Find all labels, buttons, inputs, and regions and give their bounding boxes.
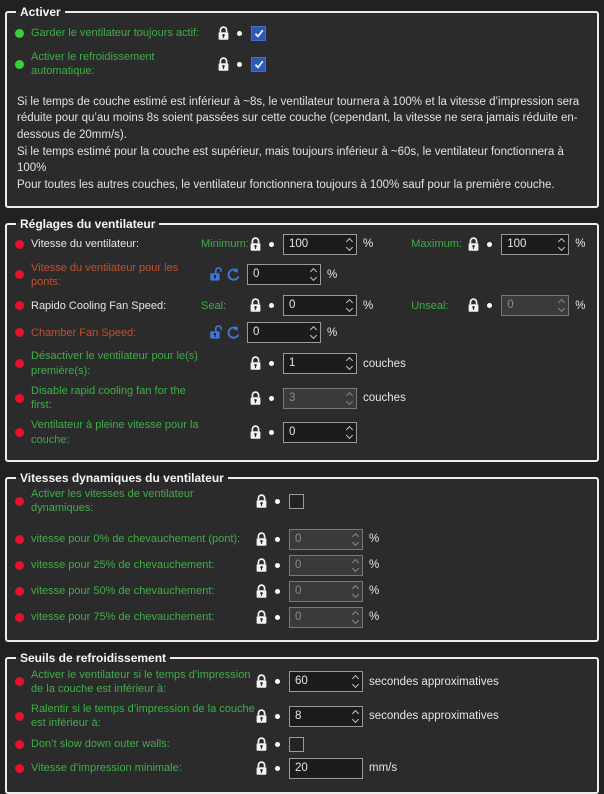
rapido-cooling-fan-speed-control-group	[249, 295, 373, 316]
keep-fan-always-active-checkbox[interactable]	[251, 26, 266, 41]
speed-50-overlap-spinner[interactable]	[289, 581, 363, 602]
disable-fan-first-layers-label: Désactiver le ventilateur pour le(s) première(s):	[31, 350, 198, 377]
speed-50-overlap-spinner-buttons	[348, 582, 362, 601]
green-status-dot-icon	[15, 60, 24, 69]
disable-rapid-cooling-first-spin-down-button[interactable]	[342, 398, 356, 407]
info-text	[17, 94, 587, 194]
speed-0-overlap-spinner[interactable]	[289, 529, 363, 550]
chevron-down-icon	[351, 617, 358, 624]
rapido-cooling-fan-speed-second-sublabel: Unseal:	[411, 299, 449, 312]
speed-25-overlap-spin-down-button[interactable]	[348, 565, 362, 574]
settings-group-seuils	[5, 651, 599, 794]
speed-25-overlap-control-group	[255, 555, 379, 576]
rapido-cooling-fan-speed-row	[15, 295, 589, 316]
chevron-down-icon	[345, 305, 352, 312]
chevron-down-icon	[558, 244, 565, 251]
speed-0-overlap-control-group	[255, 529, 379, 550]
chevron-down-icon	[345, 244, 352, 251]
disable-rapid-cooling-first-spinner-buttons	[342, 389, 356, 408]
full-fan-speed-layer-spin-down-button[interactable]	[342, 433, 356, 442]
fan-speed-value: 100	[289, 237, 309, 250]
fan-speed-second-value: 100	[507, 237, 527, 250]
red-status-dot-icon	[15, 328, 24, 337]
red-status-dot-icon	[15, 677, 24, 686]
info-text-paragraph: Pour toutes les autres couches, le ventilateur fonctionnera toujours à 100% sauf pour la première couche.	[17, 178, 555, 191]
full-fan-speed-layer-value: 0	[289, 426, 296, 439]
lock-icon[interactable]	[255, 494, 268, 509]
speed-75-overlap-spinner-buttons	[348, 608, 362, 627]
slow-down-below-time-unit-label: secondes approximatives	[369, 710, 499, 723]
speed-25-overlap-row	[15, 555, 589, 576]
enable-fan-below-time-unit-label: secondes approximatives	[369, 675, 499, 688]
fan-speed-spinner-buttons	[342, 235, 356, 254]
settings-group-dynamiques	[5, 471, 599, 642]
enable-auto-cooling-label: Activer le refroidissement automatique:	[31, 51, 155, 78]
speed-50-overlap-control-group	[255, 581, 379, 602]
fan-speed-second-spin-down-button[interactable]	[554, 244, 568, 253]
speed-75-overlap-label: vitesse pour 75% de chevauchement:	[31, 610, 215, 623]
rapido-cooling-fan-speed-sublabel: Seal:	[201, 299, 227, 312]
enable-fan-below-time-value: 60	[295, 675, 308, 688]
chamber-fan-speed-control-group	[209, 322, 337, 343]
rapido-cooling-fan-speed-label: Rapido Cooling Fan Speed:	[31, 299, 167, 312]
undo-icon[interactable]	[226, 267, 241, 282]
enable-dynamic-fan-speeds-label: Activer les vitesses de ventilateur dynamiques:	[31, 488, 194, 515]
red-status-dot-icon	[15, 240, 24, 249]
speed-50-overlap-value: 0	[295, 584, 302, 597]
disable-fan-first-layers-row	[15, 349, 589, 378]
disable-rapid-cooling-first-spinner[interactable]	[283, 388, 357, 409]
red-status-dot-icon	[15, 359, 24, 368]
lock-icon[interactable]	[467, 298, 480, 313]
slow-down-below-time-spinner-buttons	[348, 707, 362, 726]
rapido-cooling-fan-speed-second-spinner-buttons	[554, 296, 568, 315]
red-status-dot-icon	[15, 535, 24, 544]
fan-speed-spinner[interactable]	[283, 234, 357, 255]
bullet-icon	[237, 62, 242, 67]
bullet-icon	[275, 679, 280, 684]
enable-fan-below-time-spinner[interactable]	[289, 671, 363, 692]
chamber-fan-speed-spinner[interactable]	[247, 322, 321, 343]
enable-fan-below-time-spin-down-button[interactable]	[348, 682, 362, 691]
slow-down-below-time-label: Ralentir si le temps d’impression de la couche est inférieur à:	[31, 703, 255, 730]
min-print-speed-unit-label: mm/s	[369, 762, 398, 775]
lock-icon[interactable]	[255, 584, 268, 599]
speed-0-overlap-unit-label: %	[369, 533, 380, 546]
group-title-seuils: Seuils de refroidissement	[20, 650, 167, 665]
red-status-dot-icon	[15, 301, 24, 310]
slow-down-below-time-row	[15, 702, 589, 731]
bridge-fan-speed-value: 0	[253, 268, 260, 281]
speed-75-overlap-control-group	[255, 607, 379, 628]
fan-speed-row	[15, 234, 589, 255]
red-status-dot-icon	[15, 270, 24, 279]
group-title-dynamiques: Vitesses dynamiques du ventilateur	[20, 471, 224, 485]
speed-0-overlap-label: vitesse pour 0% de chevauchement (pont):	[31, 532, 241, 545]
speed-50-overlap-unit-label: %	[369, 585, 380, 598]
info-text-paragraph: Si le temps estimé pour la couche est supérieur, mais toujours inférieur à ~60s, le ventilateur fonctionnera à 100%	[17, 145, 564, 175]
speed-50-overlap-spin-down-button[interactable]	[348, 591, 362, 600]
speed-75-overlap-spinner[interactable]	[289, 607, 363, 628]
bullet-icon	[275, 589, 280, 594]
disable-fan-first-layers-value: 1	[289, 357, 296, 370]
min-print-speed-row	[15, 758, 589, 779]
chevron-down-icon	[345, 398, 352, 405]
disable-fan-first-layers-spin-down-button[interactable]	[342, 364, 356, 373]
full-fan-speed-layer-label: Ventilateur à pleine vitesse pour la couche:	[31, 419, 199, 446]
lock-icon[interactable]	[217, 26, 230, 41]
enable-auto-cooling-control-group	[217, 57, 266, 72]
chamber-fan-speed-label: Chamber Fan Speed:	[31, 326, 137, 339]
red-status-dot-icon	[15, 712, 24, 721]
slow-down-below-time-control-group	[255, 706, 499, 727]
chamber-fan-speed-spin-down-button[interactable]	[306, 333, 320, 342]
min-print-speed-label: Vitesse d’impression minimale:	[31, 762, 182, 775]
chamber-fan-speed-row	[15, 322, 589, 343]
chevron-down-icon	[345, 432, 352, 439]
slow-down-below-time-value: 8	[295, 709, 302, 722]
speed-25-overlap-spinner-buttons	[348, 556, 362, 575]
enable-fan-below-time-spinner-buttons	[348, 672, 362, 691]
dont-slow-outer-walls-label: Don’t slow down outer walls:	[31, 738, 170, 751]
bullet-icon	[275, 537, 280, 542]
unlock-icon[interactable]	[209, 267, 223, 282]
bullet-icon	[275, 499, 280, 504]
disable-fan-first-layers-control-group	[249, 353, 406, 374]
group-title-reglages: Réglages du ventilateur	[20, 216, 156, 231]
speed-75-overlap-row	[15, 607, 589, 628]
bullet-icon	[269, 430, 274, 435]
speed-0-overlap-row	[15, 529, 589, 550]
keep-fan-always-active-control-group	[217, 26, 266, 41]
lock-icon[interactable]	[255, 532, 268, 547]
full-fan-speed-layer-spinner[interactable]	[283, 422, 357, 443]
red-status-dot-icon	[15, 613, 24, 622]
lock-icon[interactable]	[255, 558, 268, 573]
full-fan-speed-layer-spinner-buttons	[342, 423, 356, 442]
enable-fan-below-time-row	[15, 668, 589, 697]
speed-25-overlap-label: vitesse pour 25% de chevauchement:	[31, 558, 215, 571]
red-status-dot-icon	[15, 764, 24, 773]
disable-rapid-cooling-first-unit-label: couches	[363, 392, 406, 405]
slow-down-below-time-spin-down-button[interactable]	[348, 716, 362, 725]
chevron-down-icon	[351, 565, 358, 572]
bullet-icon	[237, 31, 242, 36]
lock-icon[interactable]	[249, 298, 262, 313]
enable-fan-below-time-label: Activer le ventilateur si le temps d’impression de la couche est inférieur à:	[31, 668, 251, 695]
bullet-icon	[487, 242, 492, 247]
red-status-dot-icon	[15, 587, 24, 596]
bullet-icon	[275, 766, 280, 771]
unlock-icon[interactable]	[209, 325, 223, 340]
bridge-fan-speed-control-group	[209, 264, 337, 285]
chevron-down-icon	[351, 539, 358, 546]
fan-speed-unit-label: %	[363, 238, 374, 251]
chevron-down-icon	[558, 305, 565, 312]
enable-dynamic-fan-speeds-checkbox[interactable]	[289, 494, 304, 509]
bullet-icon	[269, 396, 274, 401]
bridge-fan-speed-label: Vitesse du ventilateur pour les ponts:	[31, 261, 179, 288]
bridge-fan-speed-row	[15, 261, 589, 290]
fan-speed-second-spinner-buttons	[554, 235, 568, 254]
speed-75-overlap-unit-label: %	[369, 611, 380, 624]
rapido-cooling-fan-speed-spinner-buttons	[342, 296, 356, 315]
rapido-cooling-fan-speed-spin-down-button[interactable]	[342, 306, 356, 315]
rapido-cooling-fan-speed-value: 0	[289, 299, 296, 312]
speed-75-overlap-spin-down-button[interactable]	[348, 617, 362, 626]
red-status-dot-icon	[15, 428, 24, 437]
lock-icon[interactable]	[255, 709, 268, 724]
speed-0-overlap-value: 0	[295, 532, 302, 545]
bullet-icon	[275, 742, 280, 747]
keep-fan-always-active-label: Garder le ventilateur toujours actif:	[31, 27, 200, 40]
fan-speed-second-sublabel: Maximum:	[411, 238, 462, 251]
enable-fan-below-time-control-group	[255, 671, 499, 692]
settings-group-activer	[5, 5, 599, 208]
bridge-fan-speed-unit-label: %	[327, 268, 338, 281]
disable-rapid-cooling-first-value: 3	[289, 391, 296, 404]
lock-icon[interactable]	[249, 391, 262, 406]
speed-25-overlap-spinner[interactable]	[289, 555, 363, 576]
chamber-fan-speed-value: 0	[253, 326, 260, 339]
enable-dynamic-fan-speeds-row	[15, 487, 589, 516]
chevron-down-icon	[351, 716, 358, 723]
settings-group-reglages	[5, 217, 599, 462]
green-status-dot-icon	[15, 29, 24, 38]
disable-fan-first-layers-unit-label: couches	[363, 357, 406, 370]
bullet-icon	[275, 615, 280, 620]
info-text-paragraph: Si le temps de couche estimé est inférieur à ~8s, le ventilateur tournera à 100% et la vitesse d’impression sera réduite pour qu’au moins 8s soient passées sur cette couche (cependant, la vitesse ne sera jamais réduite en-dessous de 20mm/s).	[17, 95, 580, 141]
red-status-dot-icon	[15, 740, 24, 749]
full-fan-speed-layer-row	[15, 418, 589, 447]
undo-icon[interactable]	[226, 325, 241, 340]
lock-icon[interactable]	[249, 356, 262, 371]
bridge-fan-speed-spinner-buttons	[306, 265, 320, 284]
rapido-cooling-fan-speed-second-value: 0	[507, 299, 514, 312]
speed-0-overlap-spinner-buttons	[348, 530, 362, 549]
enable-auto-cooling-checkbox[interactable]	[251, 57, 266, 72]
chevron-down-icon	[309, 274, 316, 281]
disable-rapid-cooling-first-label: Disable rapid cooling fan for the first:	[31, 384, 186, 412]
speed-50-overlap-label: vitesse pour 50% de chevauchement:	[31, 584, 215, 597]
slow-down-below-time-spinner[interactable]	[289, 706, 363, 727]
rapido-cooling-fan-speed-spinner[interactable]	[283, 295, 357, 316]
rapido-cooling-fan-speed-second-unit-label: %	[575, 299, 586, 312]
fan-speed-label: Vitesse du ventilateur:	[31, 237, 140, 250]
bullet-icon	[269, 242, 274, 247]
chamber-fan-speed-unit-label: %	[327, 326, 338, 339]
chamber-fan-speed-spinner-buttons	[306, 323, 320, 342]
speed-0-overlap-spin-down-button[interactable]	[348, 539, 362, 548]
group-title-activer: Activer	[20, 5, 61, 19]
bullet-icon	[275, 563, 280, 568]
checkmark-icon	[254, 60, 264, 69]
min-print-speed-input[interactable]: 20	[289, 758, 363, 779]
chevron-down-icon	[345, 363, 352, 370]
fan-speed-spin-down-button[interactable]	[342, 244, 356, 253]
speed-75-overlap-value: 0	[295, 610, 302, 623]
disable-rapid-cooling-first-control-group	[249, 388, 406, 409]
speed-50-overlap-row	[15, 581, 589, 602]
chevron-down-icon	[351, 681, 358, 688]
rapido-cooling-fan-speed-second-spin-down-button[interactable]	[554, 306, 568, 315]
bullet-icon	[275, 714, 280, 719]
lock-icon[interactable]	[467, 237, 480, 252]
min-print-speed-control-group	[255, 758, 397, 779]
fan-speed-second-control-group	[411, 234, 585, 255]
disable-fan-first-layers-spinner[interactable]	[283, 353, 357, 374]
checkmark-icon	[254, 29, 264, 38]
lock-icon[interactable]	[217, 57, 230, 72]
fan-speed-second-unit-label: %	[575, 238, 586, 251]
bridge-fan-speed-spinner[interactable]	[247, 264, 321, 285]
enable-dynamic-fan-speeds-control-group	[255, 494, 304, 509]
full-fan-speed-layer-control-group	[249, 422, 357, 443]
bridge-fan-speed-spin-down-button[interactable]	[306, 275, 320, 284]
speed-25-overlap-unit-label: %	[369, 559, 380, 572]
lock-icon[interactable]	[255, 610, 268, 625]
fan-speed-second-spinner[interactable]	[501, 234, 569, 255]
rapido-cooling-fan-speed-second-control-group	[411, 295, 585, 316]
red-status-dot-icon	[15, 394, 24, 403]
chevron-down-icon	[309, 332, 316, 339]
lock-icon[interactable]	[249, 237, 262, 252]
red-status-dot-icon	[15, 561, 24, 570]
fan-speed-sublabel: Minimum:	[201, 238, 249, 251]
speed-25-overlap-value: 0	[295, 558, 302, 571]
lock-icon[interactable]	[249, 425, 262, 440]
red-status-dot-icon	[15, 497, 24, 506]
rapido-cooling-fan-speed-unit-label: %	[363, 299, 374, 312]
bullet-icon	[269, 361, 274, 366]
disable-fan-first-layers-spinner-buttons	[342, 354, 356, 373]
fan-speed-control-group	[249, 234, 373, 255]
rapido-cooling-fan-speed-second-spinner[interactable]	[501, 295, 569, 316]
disable-rapid-cooling-first-row	[15, 384, 589, 413]
bullet-icon	[269, 303, 274, 308]
chevron-down-icon	[351, 591, 358, 598]
lock-icon[interactable]	[255, 674, 268, 689]
lock-icon[interactable]	[255, 761, 268, 776]
bullet-icon	[487, 303, 492, 308]
enable-auto-cooling-row	[15, 50, 589, 79]
keep-fan-always-active-row	[15, 26, 589, 41]
